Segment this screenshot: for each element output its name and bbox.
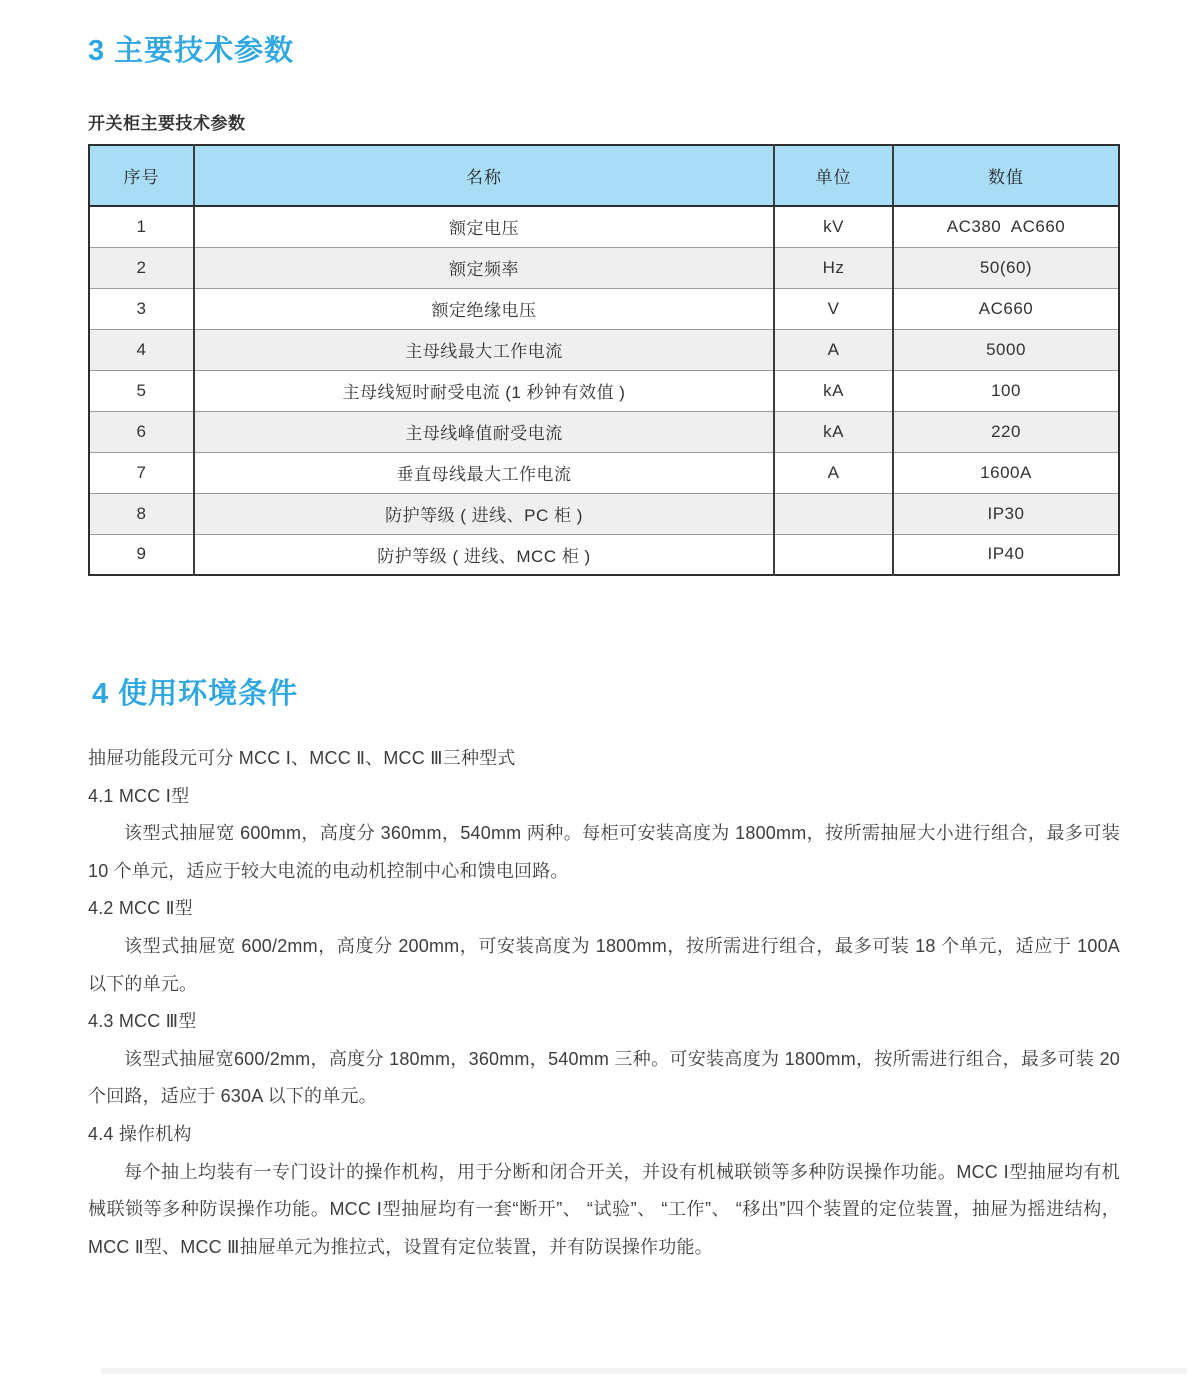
item-label: 4.1 MCC Ⅰ型	[88, 785, 190, 806]
section-3-heading: 3 主要技术参数	[88, 35, 295, 67]
table-row	[89, 534, 1119, 575]
table-cell: 主母线短时耐受电流 (1 秒钟有效值 )	[194, 370, 774, 411]
table-cell: 主母线最大工作电流	[194, 329, 774, 370]
table-cell: 额定频率	[194, 247, 774, 288]
table-cell: Hz	[774, 247, 893, 288]
table-cell: kA	[774, 370, 893, 411]
table-cell	[774, 493, 893, 534]
table-cell: 220	[893, 411, 1119, 452]
table-cell: 主母线峰值耐受电流	[194, 411, 774, 452]
table-cell: 1600A	[893, 452, 1119, 493]
table-cell: 2	[89, 247, 194, 288]
section-4-heading: 4 使用环境条件	[92, 678, 299, 710]
table-cell: kA	[774, 411, 893, 452]
table-cell: AC380 AC660	[893, 206, 1119, 247]
table-cell: AC660	[893, 288, 1119, 329]
column-header: 数值	[893, 145, 1119, 206]
table-cell: 3	[89, 288, 194, 329]
table-row	[89, 206, 1119, 247]
item-body: 该型式抽屉宽 600mm，高度分 360mm，540mm 两种。每柜可安装高度为 1800mm，按所需抽屉大小进行组合，最多可装 10 个单元，适应于较大电流的电动机控制中心和馈电回路。	[88, 823, 1120, 881]
item-label: 4.2 MCC Ⅱ型	[88, 898, 193, 919]
table-cell: 50(60)	[893, 247, 1119, 288]
table-header-row	[89, 145, 1119, 206]
section-4-body	[88, 740, 1120, 1266]
page-footer-bar	[100, 1368, 1188, 1374]
table-cell: 8	[89, 493, 194, 534]
table-cell: 6	[89, 411, 194, 452]
table-cell: 4	[89, 329, 194, 370]
table-cell: A	[774, 329, 893, 370]
table-cell: 防护等级 ( 进线、MCC 柜 )	[194, 534, 774, 575]
item-body: 每个抽上均装有一专门设计的操作机构，用于分断和闭合开关，并设有机械联锁等多种防误操作功能。MCC Ⅰ型抽屉均有机械联锁等多种防误操作功能。MCC Ⅰ型抽屉均有一套“断开”、 “试验”、 “工作”、 “移出”四个装置的定位装置，抽屉为摇进结构，MCC Ⅱ型、MCC Ⅲ抽屉单元为推拉式，设置有定位装置，并有防误操作功能。	[88, 1161, 1120, 1257]
item-body: 该型式抽屉宽600/2mm，高度分 180mm，360mm，540mm 三种。可安装高度为 1800mm，按所需进行组合，最多可装 20 个回路，适应于 630A 以下的单元。	[88, 1048, 1120, 1107]
table-cell: 额定绝缘电压	[194, 288, 774, 329]
column-header: 名称	[194, 145, 774, 206]
item-label: 4.4 操作机构	[88, 1123, 192, 1144]
table-cell: 100	[893, 370, 1119, 411]
table-cell: 5	[89, 370, 194, 411]
item-body: 该型式抽屉宽 600/2mm，高度分 200mm，可安装高度为 1800mm，按所需进行组合，最多可装 18 个单元，适应于 100A 以下的单元。	[88, 935, 1120, 994]
table-header	[89, 145, 1119, 206]
technical-parameters-table	[88, 144, 1120, 576]
table-body	[89, 206, 1119, 575]
table-cell: 7	[89, 452, 194, 493]
table-cell: IP30	[893, 493, 1119, 534]
table-cell: 垂直母线最大工作电流	[194, 452, 774, 493]
column-header: 单位	[774, 145, 893, 206]
table-row	[89, 329, 1119, 370]
table-cell: 1	[136, 216, 147, 236]
table-cell: 5000	[893, 329, 1119, 370]
table-cell: A	[774, 452, 893, 493]
table-cell: IP40	[893, 534, 1119, 575]
table-row	[89, 247, 1119, 288]
item-label: 4.3 MCC Ⅲ型	[88, 1011, 197, 1032]
column-header: 序号	[89, 145, 194, 206]
table-cell	[774, 534, 893, 575]
table-row	[89, 288, 1119, 329]
table-cell: V	[774, 288, 893, 329]
table-row	[89, 452, 1119, 493]
table-row	[89, 493, 1119, 534]
table-row	[89, 370, 1119, 411]
intro-line: 抽屉功能段元可分 MCC Ⅰ、MCC Ⅱ、MCC Ⅲ三种型式	[88, 748, 516, 768]
table-caption: 开关柜主要技术参数	[88, 114, 246, 133]
table-cell: kV	[774, 206, 893, 247]
table-cell: 额定电压	[194, 206, 774, 247]
table-row	[89, 411, 1119, 452]
table-cell: 防护等级 ( 进线、PC 柜 )	[194, 493, 774, 534]
table-cell: 9	[89, 534, 194, 575]
